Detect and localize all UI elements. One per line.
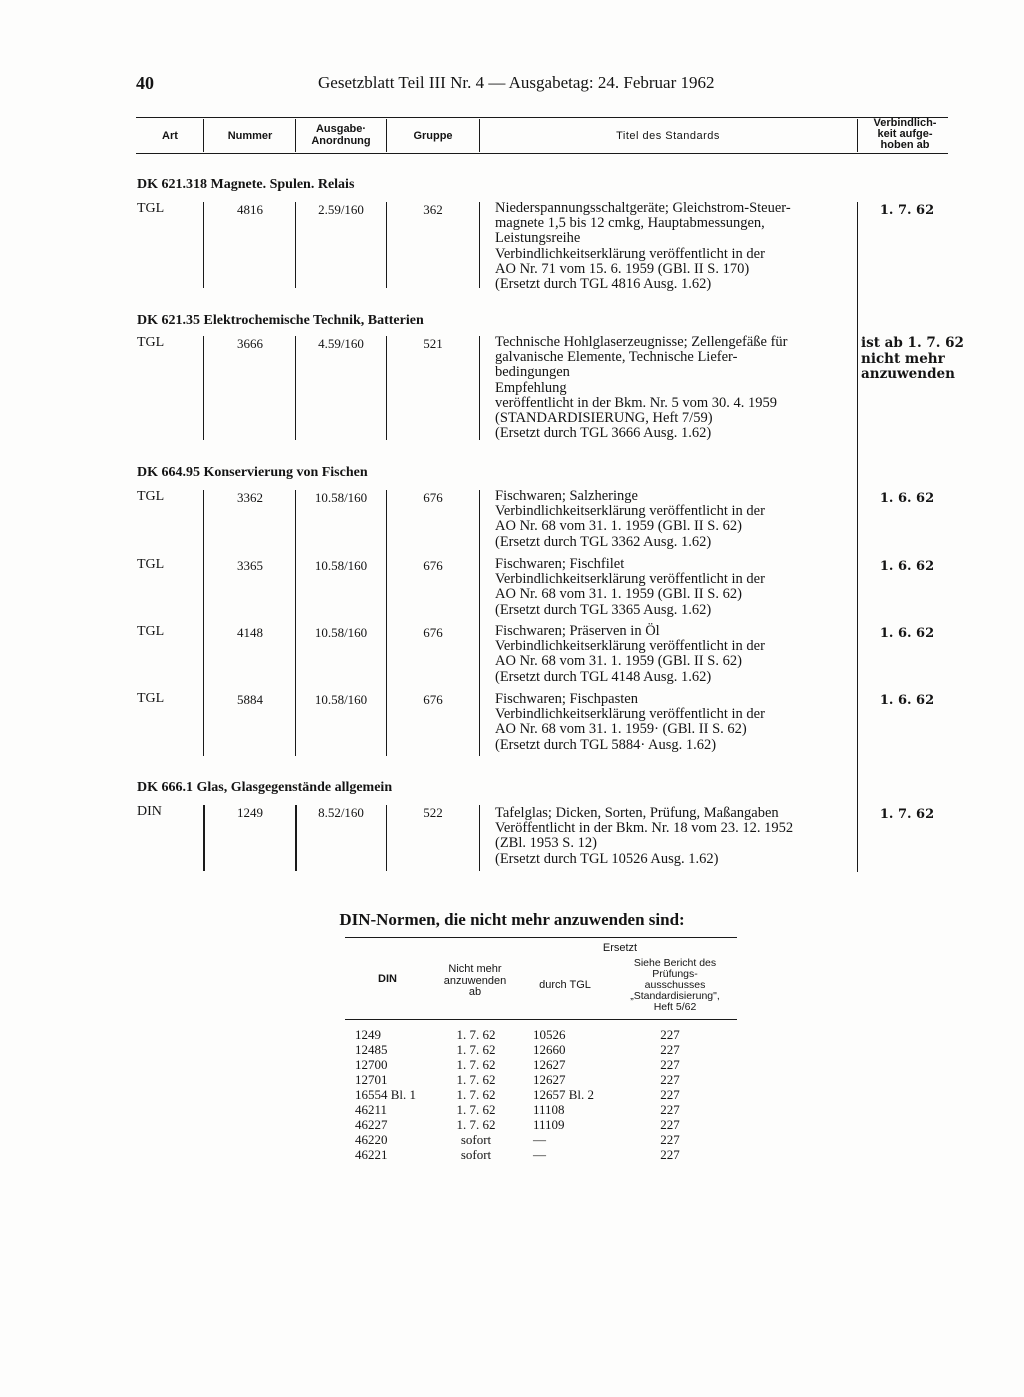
din-cell-tgl: 11109: [533, 1117, 565, 1132]
din-cell-ab: 1. 7. 62: [456, 1087, 496, 1102]
din-cell-bericht: 227: [660, 1042, 680, 1057]
din-top-rule: [345, 937, 737, 938]
din-cell-din: 1249: [355, 1027, 381, 1042]
column-rule: [295, 336, 296, 440]
din-cell-bericht: 227: [660, 1057, 680, 1072]
section-heading: DK 666.1 Glas, Glasgegenstände allgemein: [137, 780, 393, 795]
din-cell-din: 46211: [355, 1102, 388, 1117]
column-rule: [203, 202, 204, 288]
column-rule: [479, 490, 480, 756]
din-cell-ab: 1. 7. 62: [456, 1042, 496, 1057]
din-header-rule: [345, 1019, 737, 1020]
header-divider: [857, 119, 858, 152]
din-cell-tgl: 12657 Bl. 2: [533, 1087, 595, 1102]
din-col-header: DIN: [378, 973, 397, 985]
standard-title: Technische Hohlglaserzeugnisse; Zellengefäße für galvanische Elemente, Technische Liefer- bedingungen Empfehlung veröffentlicht in der Bkm. Nr. 5 vom 30. 4. 1959 (STANDARDISIERUNG, Heft 7/59) (Ersetzt durch TGL 3666 Ausg. 1.62): [495, 334, 788, 442]
din-cell-ab: 1. 7. 62: [456, 1072, 496, 1087]
din-cell-din: 12485: [355, 1042, 388, 1057]
standard-title: Fischwaren; Salzheringe Verbindlichkeitserklärung veröffentlicht in der AO Nr. 68 vom 31. 1. 1959 (GBl. II S. 62) (Ersetzt durch TGL 3362 Ausg. 1.62): [495, 488, 765, 550]
standard-title: Fischwaren; Fischpasten Verbindlichkeitserklärung veröffentlicht in der AO Nr. 68 vom 31. 1. 1959· (GBl. II S. 62) (Ersetzt durch TGL 5884· Ausg. 1.62): [495, 691, 765, 753]
col-header-verbindlich: Verbindlich- keit aufge- hoben ab: [873, 117, 937, 151]
din-cell-ab: 1. 7. 62: [456, 1117, 496, 1132]
col-header-ausgabe: Ausgabe· Anordnung: [311, 123, 371, 147]
din-cell-bericht: 227: [660, 1027, 680, 1042]
col-header-art: Art: [162, 130, 178, 142]
din-col-header-nicht-mehr: Nicht mehr anzuwenden ab: [443, 963, 507, 998]
din-cell-tgl: 11108: [533, 1102, 565, 1117]
section-heading: DK 621.35 Elektrochemische Technik, Batterien: [137, 313, 424, 328]
din-cell-ab: 1. 7. 62: [456, 1027, 496, 1042]
din-cell-din: 16554 Bl. 1: [355, 1087, 417, 1102]
standard-title: Fischwaren; Fischfilet Verbindlichkeitserklärung veröffentlicht in der AO Nr. 68 vom 31. 1. 1959 (GBl. II S. 62) (Ersetzt durch TGL 3365 Ausg. 1.62): [495, 556, 765, 618]
section-heading: DK 621.318 Magnete. Spulen. Relais: [137, 177, 355, 192]
col-header-titel: Titel des Standards: [616, 130, 720, 142]
col-header-gruppe: Gruppe: [413, 130, 453, 142]
table-top-rule: [136, 117, 948, 118]
din-cell-din: 46221: [355, 1147, 388, 1162]
din-table-title: DIN-Normen, die nicht mehr anzuwenden sind:: [339, 910, 685, 929]
din-cell-tgl: 12660: [533, 1042, 566, 1057]
header-divider: [203, 119, 204, 152]
column-rule: [295, 490, 296, 756]
din-cell-din: 46227: [355, 1117, 388, 1132]
din-col-header-durch-tgl: durch TGL: [539, 979, 591, 991]
din-cell-bericht: 227: [660, 1117, 680, 1132]
column-rule: [386, 805, 387, 871]
din-cell-bericht: 227: [660, 1072, 680, 1087]
din-cell-ab: 1. 7. 62: [456, 1057, 496, 1072]
header-divider: [386, 119, 387, 152]
din-cell-bericht: 227: [660, 1132, 680, 1147]
column-rule: [386, 490, 387, 756]
din-cell-ab: sofort: [460, 1147, 492, 1162]
column-rule: [203, 490, 204, 756]
din-cell-ab: sofort: [460, 1132, 492, 1147]
column-rule: [479, 202, 480, 288]
din-cell-bericht: 227: [660, 1102, 680, 1117]
column-rule: [386, 202, 387, 288]
din-cell-bericht: 227: [660, 1147, 680, 1162]
column-rule: [479, 805, 480, 871]
column-rule: [203, 336, 204, 440]
header-divider: [295, 119, 296, 152]
section-heading: DK 664.95 Konservierung von Fischen: [137, 465, 368, 480]
column-rule: [386, 336, 387, 440]
din-cell-din: 46220: [355, 1132, 388, 1147]
column-rule: [479, 336, 480, 440]
din-cell-ab: 1. 7. 62: [456, 1102, 496, 1117]
standard-title: Tafelglas; Dicken, Sorten, Prüfung, Maßangaben Veröffentlicht in der Bkm. Nr. 18 vom 23. 12. 1952 (ZBl. 1953 S. 12) (Ersetzt durch TGL 10526 Ausg. 1.62): [495, 805, 794, 867]
din-cell-tgl: 12627: [533, 1072, 566, 1087]
din-cell-din: 12700: [355, 1057, 388, 1072]
din-cell-tgl: —: [533, 1132, 546, 1147]
din-cell-bericht: 227: [660, 1087, 680, 1102]
column-rule: [295, 202, 296, 288]
verbindlich-note: ist ab 1. 7. 62 nicht mehr anzuwenden: [861, 335, 964, 382]
din-cell-din: 12701: [355, 1072, 388, 1087]
din-cell-tgl: 10526: [533, 1027, 566, 1042]
page-number: 40: [136, 73, 154, 93]
standard-title: Niederspannungsschaltgeräte; Gleichstrom-Steuer- magnete 1,5 bis 12 cmkg, Hauptabmessungen, Leistungsreihe Verbindlichkeitserklärung veröffentlicht in der AO Nr. 71 vom 15. 6. 1959 (GBl. II S. 170) (Ersetzt durch TGL 4816 Ausg. 1.62): [495, 200, 791, 293]
page-header-title: Gesetzblatt Teil III Nr. 4 — Ausgabetag: 24. Februar 1962: [318, 73, 715, 92]
din-cell-tgl: —: [533, 1147, 546, 1162]
din-cell-tgl: 12627: [533, 1057, 566, 1072]
din-col-header-ersetzt: Ersetzt: [602, 942, 638, 954]
standard-title: Fischwaren; Präserven in Öl Verbindlichkeitserklärung veröffentlicht in der AO Nr. 68 vom 31. 1. 1959 (GBl. II S. 62) (Ersetzt durch TGL 4148 Ausg. 1.62): [495, 623, 765, 685]
col-header-nummer: Nummer: [227, 130, 273, 142]
table-header-rule: [136, 153, 948, 154]
din-col-header-bericht: Siehe Bericht des Prüfungs- ausschusses „Standardisierung", Heft 5/62: [630, 957, 720, 1013]
